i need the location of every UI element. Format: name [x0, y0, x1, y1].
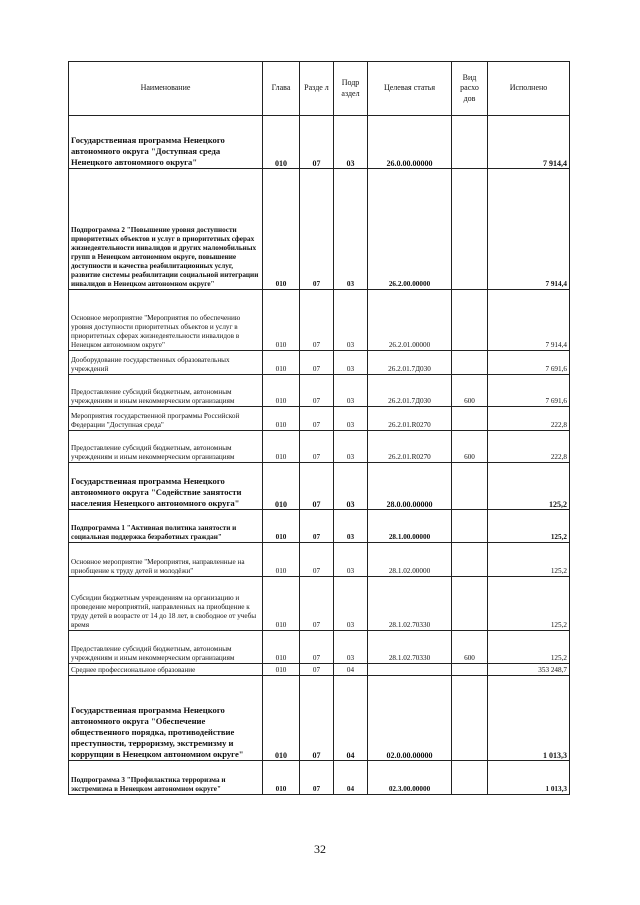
row-name: Предоставление субсидий бюджетным, автономным учреждениям и иным некоммерческим организациям	[69, 375, 263, 407]
row-glava: 010	[263, 676, 300, 761]
row-podrazdel: 03	[334, 407, 368, 431]
row-razdel: 07	[300, 407, 334, 431]
row-article: 26.2.01.7Д030	[368, 375, 452, 407]
row-podrazdel: 04	[334, 676, 368, 761]
row-expense-type	[452, 169, 488, 290]
row-article: 28.1.02.00000	[368, 543, 452, 577]
row-expense-type	[452, 761, 488, 795]
table-row	[69, 351, 570, 375]
row-name: Основное мероприятие "Мероприятия, направленные на приобщение к труду детей и молодёжи"	[69, 543, 263, 577]
header-name: Наименование	[69, 62, 263, 116]
row-glava: 010	[263, 664, 300, 676]
row-executed: 125,2	[488, 463, 570, 510]
header-glava: Глава	[263, 62, 300, 116]
row-podrazdel: 03	[334, 543, 368, 577]
table-row	[69, 761, 570, 795]
row-glava: 010	[263, 351, 300, 375]
row-expense-type	[452, 664, 488, 676]
row-executed: 125,2	[488, 631, 570, 664]
row-glava: 010	[263, 375, 300, 407]
header-expense-type: Вид расхо дов	[452, 62, 488, 116]
row-expense-type	[452, 351, 488, 375]
row-glava: 010	[263, 463, 300, 510]
row-executed: 1 013,3	[488, 676, 570, 761]
row-executed: 125,2	[488, 543, 570, 577]
table-header-row	[69, 62, 570, 116]
table-row	[69, 116, 570, 169]
row-razdel: 07	[300, 543, 334, 577]
row-glava: 010	[263, 761, 300, 795]
row-name: Подпрограмма 3 "Профилактика терроризма и экстремизма в Ненецком автономном округе"	[69, 761, 263, 795]
row-article	[368, 664, 452, 676]
row-name: Среднее профессиональное образование	[69, 664, 263, 676]
row-executed: 7 914,4	[488, 290, 570, 351]
row-name: Государственная программа Ненецкого автономного округа "Доступная среда Ненецкого автономного округа"	[69, 116, 263, 169]
row-razdel: 07	[300, 290, 334, 351]
row-executed: 7 691,6	[488, 351, 570, 375]
row-executed: 353 248,7	[488, 664, 570, 676]
row-podrazdel: 03	[334, 169, 368, 290]
row-glava: 010	[263, 543, 300, 577]
row-name: Государственная программа Ненецкого автономного округа "Содействие занятости населения Ненецкого автономного округа"	[69, 463, 263, 510]
row-executed: 125,2	[488, 577, 570, 631]
row-article: 02.3.00.00000	[368, 761, 452, 795]
table-row	[69, 407, 570, 431]
table-row	[69, 375, 570, 407]
row-expense-type	[452, 116, 488, 169]
row-article: 26.0.00.00000	[368, 116, 452, 169]
row-podrazdel: 03	[334, 351, 368, 375]
row-executed: 222,8	[488, 407, 570, 431]
row-razdel: 07	[300, 631, 334, 664]
table-row	[69, 431, 570, 463]
row-expense-type	[452, 290, 488, 351]
row-expense-type: 600	[452, 631, 488, 664]
row-executed: 1 013,3	[488, 761, 570, 795]
row-article: 26.2.01.00000	[368, 290, 452, 351]
row-podrazdel: 03	[334, 290, 368, 351]
row-expense-type	[452, 510, 488, 543]
row-podrazdel: 03	[334, 631, 368, 664]
table-row	[69, 631, 570, 664]
row-article: 26.2.01.R0270	[368, 431, 452, 463]
row-name: Подпрограмма 2 "Повышение уровня доступности приоритетных объектов и услуг в приоритетных сферах жизнедеятельности инвалидов и других маломобильных групп в Ненецком автономном округе, повышение доступности и качества реабилитационных услуг, развитие системы реабилитации социальной интеграции инвалидов в Ненецком автономном округе"	[69, 169, 263, 290]
row-glava: 010	[263, 431, 300, 463]
row-executed: 222,8	[488, 431, 570, 463]
row-article: 26.2.00.00000	[368, 169, 452, 290]
row-executed: 125,2	[488, 510, 570, 543]
header-podrazdel: Подр аздел	[334, 62, 368, 116]
row-article: 28.1.00.00000	[368, 510, 452, 543]
row-podrazdel: 03	[334, 375, 368, 407]
row-podrazdel: 03	[334, 463, 368, 510]
row-glava: 010	[263, 116, 300, 169]
row-razdel: 07	[300, 375, 334, 407]
row-expense-type	[452, 463, 488, 510]
table-row	[69, 664, 570, 676]
row-name: Предоставление субсидий бюджетным, автономным учреждениям и иным некоммерческим организациям	[69, 631, 263, 664]
row-executed: 7 691,6	[488, 375, 570, 407]
row-expense-type	[452, 407, 488, 431]
row-executed: 7 914,4	[488, 169, 570, 290]
row-glava: 010	[263, 169, 300, 290]
row-podrazdel: 03	[334, 431, 368, 463]
row-podrazdel: 03	[334, 116, 368, 169]
row-name: Субсидии бюджетным учреждениям на организацию и проведение мероприятий, направленных на приобщение к труду детей в возрасте от 14 до 18 лет, в свободное от учебы время	[69, 577, 263, 631]
row-razdel: 07	[300, 664, 334, 676]
row-article: 26.2.01.7Д030	[368, 351, 452, 375]
table-row	[69, 169, 570, 290]
row-name: Подпрограмма 1 "Активная политика занятости и социальная поддержка безработных граждан"	[69, 510, 263, 543]
row-article: 26.2.01.R0270	[368, 407, 452, 431]
row-name: Предоставление субсидий бюджетным, автономным учреждениям и иным некоммерческим организациям	[69, 431, 263, 463]
row-razdel: 07	[300, 676, 334, 761]
table-row	[69, 577, 570, 631]
header-executed: Исполнено	[488, 62, 570, 116]
row-razdel: 07	[300, 351, 334, 375]
row-expense-type: 600	[452, 431, 488, 463]
row-glava: 010	[263, 290, 300, 351]
budget-execution-table	[68, 61, 570, 795]
table-row	[69, 676, 570, 761]
row-executed: 7 914,4	[488, 116, 570, 169]
row-razdel: 07	[300, 431, 334, 463]
row-razdel: 07	[300, 577, 334, 631]
table-row	[69, 463, 570, 510]
row-razdel: 07	[300, 463, 334, 510]
row-razdel: 07	[300, 510, 334, 543]
row-glava: 010	[263, 510, 300, 543]
page-number: 32	[314, 842, 326, 856]
row-article: 28.1.02.70330	[368, 631, 452, 664]
row-expense-type	[452, 543, 488, 577]
row-podrazdel: 04	[334, 761, 368, 795]
header-article: Целевая статья	[368, 62, 452, 116]
table-row	[69, 543, 570, 577]
row-glava: 010	[263, 407, 300, 431]
table-row	[69, 290, 570, 351]
row-name: Основное мероприятие "Мероприятия по обеспечению уровня доступности приоритетных объектов и услуг в приоритетных сферах жизнедеятельности инвалидов в Ненецком автономном округе"	[69, 290, 263, 351]
row-article: 28.0.00.00000	[368, 463, 452, 510]
row-article: 28.1.02.70330	[368, 577, 452, 631]
row-glava: 010	[263, 577, 300, 631]
row-glava: 010	[263, 631, 300, 664]
row-expense-type	[452, 676, 488, 761]
row-expense-type	[452, 577, 488, 631]
row-podrazdel: 03	[334, 510, 368, 543]
row-name: Дооборудование государственных образовательных учреждений	[69, 351, 263, 375]
header-razdel: Разде л	[300, 62, 334, 116]
row-name: Государственная программа Ненецкого автономного округа "Обеспечение общественного порядка, противодействие преступности, терроризму, экстремизму и коррупции в Ненецком автономном округе"	[69, 676, 263, 761]
row-razdel: 07	[300, 761, 334, 795]
row-podrazdel: 03	[334, 577, 368, 631]
row-razdel: 07	[300, 169, 334, 290]
table-row	[69, 510, 570, 543]
row-name: Мероприятия государственной программы Российской Федерации "Доступная среда"	[69, 407, 263, 431]
row-article: 02.0.00.00000	[368, 676, 452, 761]
row-expense-type: 600	[452, 375, 488, 407]
row-razdel: 07	[300, 116, 334, 169]
row-podrazdel: 04	[334, 664, 368, 676]
